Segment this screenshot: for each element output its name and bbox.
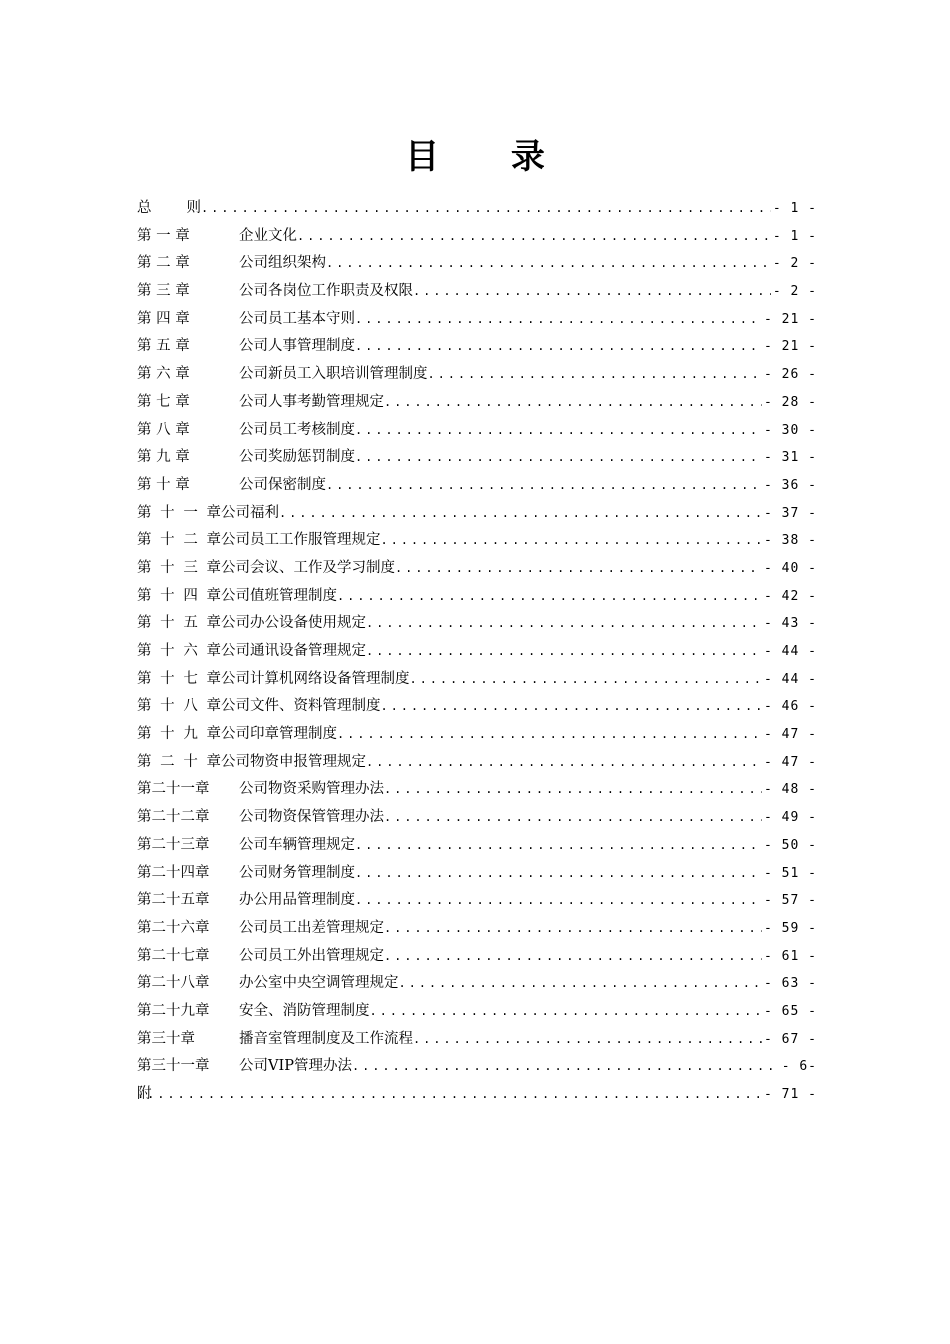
dot-leader	[384, 804, 762, 832]
toc-page-number: - 38 -	[764, 533, 817, 549]
toc-chapter-label: 第二十九章	[137, 1002, 210, 1019]
dot-leader	[384, 943, 762, 971]
dot-leader	[384, 389, 762, 417]
toc-entry[interactable]	[137, 610, 817, 638]
toc-entry-title: 公司员工外出管理规定	[239, 947, 384, 964]
toc-entry[interactable]	[137, 887, 817, 915]
toc-page-number: - 47 -	[764, 754, 817, 770]
toc-page-number: - 40 -	[764, 560, 817, 576]
toc-entry[interactable]	[137, 333, 817, 361]
toc-entry[interactable]	[137, 721, 817, 749]
toc-page-number: - 28 -	[764, 394, 817, 410]
toc-entry-title: 公司车辆管理规定	[239, 836, 355, 853]
dot-leader	[352, 1053, 780, 1081]
toc-entry-title: 安全、消防管理制度	[239, 1002, 370, 1019]
toc-chapter-label: 第 三 章	[137, 283, 190, 300]
dot-leader	[384, 915, 762, 943]
toc-entry[interactable]	[137, 832, 817, 860]
toc-page-number: - 51 -	[764, 865, 817, 881]
dot-leader	[366, 749, 762, 777]
toc-entry-title: 公司各岗位工作职责及权限	[239, 283, 413, 300]
toc-page-number: - 2 -	[772, 284, 817, 300]
toc-page-number: - 63 -	[764, 976, 817, 992]
toc-entry[interactable]	[137, 915, 817, 943]
toc-chapter-label: 第二十八章	[137, 975, 210, 992]
toc-chapter-label: 第 一 章	[137, 227, 190, 244]
toc-chapter-label: 第二十章	[137, 753, 221, 770]
toc-entry-title: 企业文化	[239, 227, 297, 244]
dot-leader	[413, 1026, 762, 1054]
dot-leader	[355, 333, 762, 361]
toc-page-number: - 26 -	[764, 367, 817, 383]
toc-chapter-label: 第十七章	[137, 670, 221, 687]
toc-chapter-label: 第 八 章	[137, 421, 190, 438]
toc-entry[interactable]	[137, 389, 817, 417]
toc-page-number: - 48 -	[764, 782, 817, 798]
dot-leader	[337, 721, 762, 749]
toc-entry[interactable]: 附 ..... - 71 -	[137, 1081, 817, 1109]
toc-chapter-label: 第二十七章	[137, 947, 210, 964]
toc-entry[interactable]	[137, 693, 817, 721]
toc-entry[interactable]	[137, 749, 817, 777]
dot-leader	[326, 472, 762, 500]
toc-page-number: - 44 -	[764, 644, 817, 659]
toc-entry[interactable]	[137, 666, 817, 694]
toc-entry[interactable]	[137, 250, 817, 278]
toc-chapter-label: 第三十一章	[137, 1058, 210, 1075]
toc-chapter-label: 第 六 章	[137, 366, 190, 383]
toc-page-number: - 2 -	[772, 256, 817, 272]
toc-chapter-label: 第 七 章	[137, 393, 190, 410]
toc-entry[interactable]	[137, 361, 817, 389]
toc-chapter-label: 第 二 章	[137, 255, 190, 272]
dot-leader	[381, 527, 763, 555]
table-of-contents	[137, 195, 817, 1109]
toc-entry[interactable]	[137, 804, 817, 832]
toc-entry[interactable]	[137, 1026, 817, 1054]
toc-chapter-label: 第 四 章	[137, 310, 190, 327]
toc-entry[interactable]	[137, 417, 817, 445]
toc-page-number: - 67 -	[764, 1031, 817, 1047]
toc-chapter-label: 第二十二章	[137, 809, 210, 826]
dot-leader	[355, 417, 762, 445]
dot-leader	[370, 998, 763, 1026]
toc-entry-title: 公司值班管理制度	[221, 587, 337, 604]
toc-entry-title: 公司印章管理制度	[221, 726, 337, 743]
dot-leader	[410, 666, 763, 694]
toc-entry-title: 公司员工出差管理规定	[239, 919, 384, 936]
toc-entry-title: 公司员工考核制度	[239, 421, 355, 438]
dot-leader	[355, 832, 762, 860]
toc-page-number: - 49 -	[764, 810, 817, 826]
toc-entry[interactable]	[137, 998, 817, 1026]
toc-entry[interactable]	[137, 943, 817, 971]
dot-leader	[366, 638, 762, 666]
toc-entry-title: 办公室中央空调管理规定	[239, 975, 399, 992]
toc-entry-title: 公司物资保管管理办法	[239, 809, 384, 826]
toc-entry[interactable]	[137, 195, 817, 223]
toc-page-number: - 37 -	[764, 505, 817, 521]
toc-chapter-label: 第二十六章	[137, 919, 210, 936]
toc-page-number: - 65 -	[764, 1003, 817, 1019]
toc-chapter-label: 第十四章	[137, 587, 221, 604]
toc-entry[interactable]	[137, 638, 817, 666]
toc-chapter-label: 第十八章	[137, 698, 221, 715]
toc-entry-title: 公司物资采购管理办法	[239, 781, 384, 798]
toc-page-number: - 61 -	[764, 948, 817, 964]
page-title: 目 录	[405, 137, 575, 177]
dot-leader	[355, 860, 762, 888]
toc-chapter-label: 第三十章	[137, 1030, 195, 1047]
toc-chapter-label: 总 则	[137, 200, 201, 216]
toc-chapter-label: 第十二章	[137, 532, 221, 549]
toc-entry[interactable]	[137, 776, 817, 804]
toc-entry[interactable]	[137, 223, 817, 251]
toc-chapter-label: 第十九章	[137, 726, 221, 743]
toc-entry-title: 公司通讯设备管理规定	[221, 643, 366, 659]
toc-page-number: - 21 -	[764, 311, 817, 327]
dot-leader	[428, 361, 763, 389]
toc-chapter-label: 第十一章	[137, 504, 221, 521]
toc-page-number: - 57 -	[764, 893, 817, 909]
dot-leader	[279, 500, 762, 528]
toc-entry-title: 公司奖励惩罚制度	[239, 449, 355, 466]
toc-chapter-label: 第 九 章	[137, 449, 190, 466]
toc-chapter-label: 第 十 章	[137, 476, 190, 493]
toc-entry[interactable]	[137, 1053, 817, 1081]
dot-leader	[201, 195, 771, 223]
toc-entry[interactable]	[137, 860, 817, 888]
toc-page-number: - 21 -	[764, 339, 817, 355]
dot-leader	[137, 1081, 762, 1109]
dot-leader	[399, 970, 763, 998]
toc-page-number: - 1 -	[772, 201, 817, 216]
toc-chapter-label: 第十六章	[137, 643, 221, 659]
toc-entry[interactable]	[137, 444, 817, 472]
toc-entry-title: 公司文件、资料管理制度	[221, 698, 381, 715]
dot-leader	[384, 776, 762, 804]
toc-entry-title: 公司计算机网络设备管理制度	[221, 670, 410, 687]
toc-entry[interactable]	[137, 472, 817, 500]
toc-page-number: - 31 -	[764, 450, 817, 466]
toc-entry-title: 公司保密制度	[239, 476, 326, 493]
toc-entry-title: 公司人事考勤管理规定	[239, 393, 384, 410]
dot-leader	[355, 306, 762, 334]
dot-leader	[326, 250, 771, 278]
toc-entry-title: 公司员工基本守则	[239, 310, 355, 327]
toc-entry[interactable]	[137, 278, 817, 306]
toc-entry[interactable]	[137, 583, 817, 611]
toc-entry[interactable]	[137, 306, 817, 334]
toc-entry-title: 公司办公设备使用规定	[221, 615, 366, 632]
toc-page-number: - 71 -	[764, 1087, 817, 1102]
toc-page-number: - 50 -	[764, 837, 817, 853]
toc-chapter-label: 第十三章	[137, 559, 221, 576]
toc-chapter-label: 第二十四章	[137, 864, 210, 881]
toc-entry-title: 播音室管理制度及工作流程	[239, 1030, 413, 1047]
toc-entry[interactable]	[137, 527, 817, 555]
toc-entry-title: 公司VIP管理办法	[239, 1058, 352, 1075]
toc-entry-title: 公司会议、工作及学习制度	[221, 559, 395, 576]
toc-entry-title: 公司员工工作服管理规定	[221, 532, 381, 549]
toc-entry-title: 公司新员工入职培训管理制度	[239, 366, 428, 383]
toc-entry-title: 公司财务管理制度	[239, 864, 355, 881]
dot-leader	[366, 610, 762, 638]
dot-leader	[381, 693, 763, 721]
dot-leader	[395, 555, 762, 583]
toc-chapter-label: 第二十一章	[137, 781, 210, 798]
dot-leader	[337, 583, 762, 611]
toc-page-number: - 6-	[781, 1059, 817, 1075]
toc-chapter-label: 第十五章	[137, 615, 221, 632]
toc-entry[interactable]	[137, 555, 817, 583]
toc-chapter-label: 第二十五章	[137, 892, 210, 909]
toc-entry[interactable]	[137, 970, 817, 998]
toc-page-number: - 43 -	[764, 616, 817, 632]
toc-page-number: - 36 -	[764, 477, 817, 493]
toc-chapter-label: 第二十三章	[137, 836, 210, 853]
toc-page-number: - 59 -	[764, 920, 817, 936]
dot-leader	[355, 444, 762, 472]
toc-page-number: - 47 -	[764, 727, 817, 743]
dot-leader	[297, 223, 771, 251]
toc-chapter-label: 第 五 章	[137, 338, 190, 355]
dot-leader	[413, 278, 771, 306]
toc-page-number: - 42 -	[764, 588, 817, 604]
toc-page-number: - 1 -	[772, 228, 817, 244]
toc-entry-title: 公司福利	[221, 504, 279, 521]
toc-page-number: - 30 -	[764, 422, 817, 438]
toc-entry-title: 办公用品管理制度	[239, 892, 355, 909]
toc-page-number: - 46 -	[764, 699, 817, 715]
toc-entry[interactable]	[137, 500, 817, 528]
toc-entry-title: 公司物资申报管理规定	[221, 753, 366, 770]
toc-entry-title: 公司组织架构	[239, 255, 326, 272]
toc-entry-title: 公司人事管理制度	[239, 338, 355, 355]
toc-page-number: - 44 -	[764, 671, 817, 687]
dot-leader	[355, 887, 762, 915]
